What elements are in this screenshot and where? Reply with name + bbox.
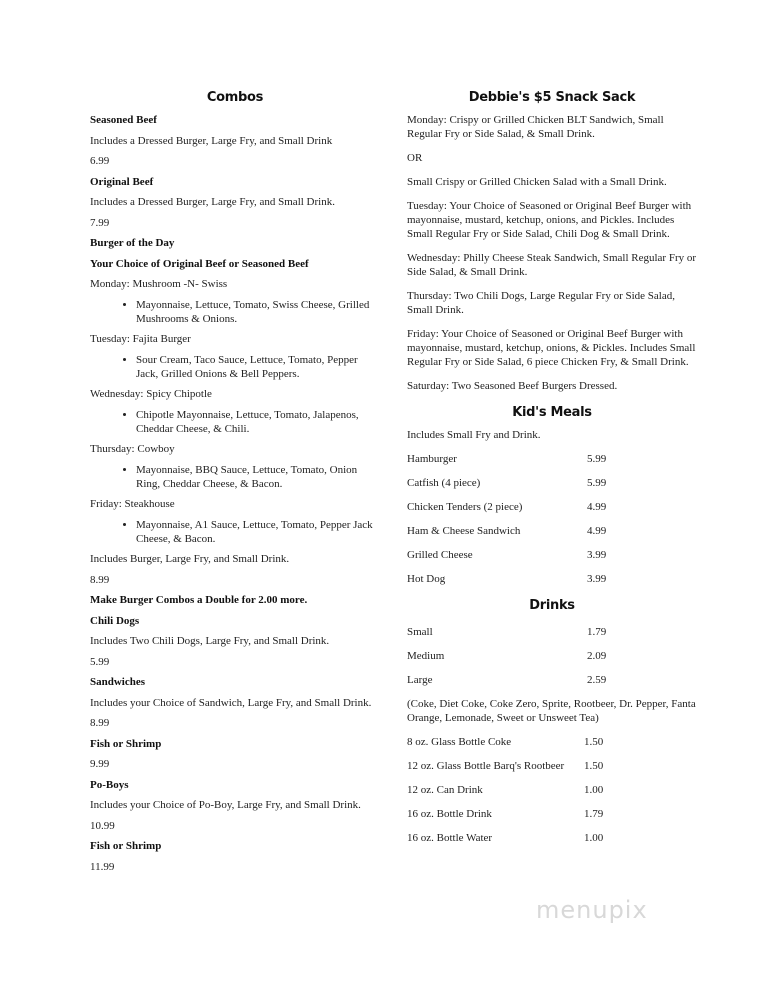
drinks-heading: Drinks [529,598,575,613]
row-name: Small [407,626,433,638]
item-price: 7.99 [90,216,110,229]
row-price: 4.99 [587,525,607,537]
item-name: Po-Boys [90,778,129,791]
menu-row [407,735,697,759]
item-name: Sandwiches [90,676,146,688]
item-name: Original Beef [90,175,154,188]
snack-sack-line: OR [407,152,423,164]
row-name: Hot Dog [407,573,446,585]
menu-row [407,500,697,524]
toppings: • Chipotle Mayonnaise, Lettuce, Tomato, Jalapenos, Cheddar Cheese, & Chili. [136,408,380,436]
item-name: Seasoned Beef [90,114,157,126]
menu-row [407,649,697,673]
drinks-note: (Coke, Diet Coke, Coke Zero, Sprite, Rootbeer, Dr. Pepper, Fanta Orange, Lemonade, Sweet or Unsweet Tea) [407,698,696,724]
row-name: Chicken Tenders (2 piece) [407,501,523,513]
double-note: Make Burger Combos a Double for 2.00 more. [90,594,308,606]
row-price: 3.99 [587,573,607,585]
row-price: 4.99 [587,501,607,513]
row-price: 1.00 [584,832,604,844]
snack-sack-line: Friday: Your Choice of Seasoned or Original Beef Burger with mayonnaise, mustard, ketchup, onions, & Pickles. Includes Small Regular Fry or Side Salad, 6 piece Chicken Fry, & Small Drink. [407,328,696,368]
row-price: 1.79 [587,626,607,638]
row-price: 1.00 [584,784,604,796]
row-name: 16 oz. Bottle Drink [407,808,492,820]
item-desc: Includes your Choice of Sandwich, Large Fry, and Small Drink. [90,696,372,709]
row-name: 16 oz. Bottle Water [407,832,493,844]
row-price: 5.99 [587,477,607,489]
snack-sack-list [407,113,697,393]
menu-row [407,673,697,697]
menu-row [407,524,697,548]
combos-heading: Combos [206,90,264,105]
menu-row [407,572,697,596]
row-price: 2.09 [587,650,607,662]
kids-meals-list [407,452,697,596]
menu-row [407,548,697,572]
day-label: Tuesday: Fajita Burger [90,333,191,345]
item-price: 6.99 [90,155,110,167]
snack-sack-line: Tuesday: Your Choice of Seasoned or Original Beef Burger with mayonnaise, mustard, ketchup, onions, and Pickles. Includes Small Regular Fry or Side Salad, Chili Dog & Small Drink. [407,200,692,240]
bottled-drinks-list [407,735,697,855]
day-label: Monday: Mushroom -N- Swiss [90,278,228,290]
row-name: 8 oz. Glass Bottle Coke [407,736,512,748]
day-label: Thursday: Cowboy [90,443,175,455]
row-name: Large [407,674,433,686]
right-column [407,90,697,855]
snack-sack-line: Saturday: Two Seasoned Beef Burgers Dressed. [407,380,618,392]
item-desc: Includes Two Chili Dogs, Large Fry, and Small Drink. [90,635,330,647]
row-price: 5.99 [587,453,607,465]
menu-row [407,807,697,831]
menupix-watermark: menupix [536,896,648,924]
row-price: 3.99 [587,549,607,561]
item-price: 11.99 [90,860,115,873]
item-price: 8.99 [90,717,110,729]
item-name: Fish or Shrimp [90,737,162,750]
menu-row [407,783,697,807]
snack-sack-line: Small Crispy or Grilled Chicken Salad with a Small Drink. [407,176,667,188]
toppings: • Mayonnaise, BBQ Sauce, Lettuce, Tomato, Onion Ring, Cheddar Cheese, & Bacon. [136,463,380,491]
row-price: 2.59 [587,674,607,686]
snack-sack-line: Wednesday: Philly Cheese Steak Sandwich, Small Regular Fry or Side Salad, & Small Drink. [407,252,697,278]
snack-sack-line: Monday: Crispy or Grilled Chicken BLT Sandwich, Small Regular Fry or Side Salad, & Small Drink. [407,114,664,140]
item-name: Fish or Shrimp [90,840,162,852]
item-price: 9.99 [90,758,110,770]
row-name: Catfish (4 piece) [407,477,481,489]
toppings: • Sour Cream, Taco Sauce, Lettuce, Tomato, Pepper Jack, Grilled Onions & Bell Peppers. [136,353,380,381]
row-name: Ham & Cheese Sandwich [407,525,521,537]
snack-sack-line: Thursday: Two Chili Dogs, Large Regular Fry or Side Salad, Small Drink. [407,290,675,316]
menu-row [407,831,697,855]
row-name: Grilled Cheese [407,549,473,561]
menu-row [407,625,697,649]
row-name: Hamburger [407,453,457,465]
toppings: • Mayonnaise, A1 Sauce, Lettuce, Tomato, Pepper Jack Cheese, & Bacon. [136,518,380,546]
item-price: 8.99 [90,573,110,586]
row-name: 12 oz. Glass Bottle Barq's Rootbeer [407,760,565,772]
item-desc: Includes a Dressed Burger, Large Fry, and Small Drink [90,134,333,147]
toppings: • Mayonnaise, Lettuce, Tomato, Swiss Cheese, Grilled Mushrooms & Onions. [136,298,380,326]
row-name: 12 oz. Can Drink [407,784,483,796]
item-subtitle: Your Choice of Original Beef or Seasoned Beef [90,257,309,270]
item-name: Burger of the Day [90,237,175,249]
menu-row [407,759,697,783]
day-label: Wednesday: Spicy Chipotle [90,388,212,400]
row-name: Medium [407,650,445,662]
snack-sack-heading: Debbie's $5 Snack Sack [468,90,636,105]
drink-sizes-list [407,625,697,697]
item-name: Chili Dogs [90,614,140,627]
menu-row [407,476,697,500]
item-desc: Includes your Choice of Po-Boy, Large Fry, and Small Drink. [90,799,361,811]
item-price: 10.99 [90,819,115,832]
item-price: 5.99 [90,655,110,668]
row-price: 1.79 [584,808,604,820]
kids-note: Includes Small Fry and Drink. [407,429,541,441]
combos-section [90,90,380,880]
menu-row [407,452,697,476]
item-desc: Includes Burger, Large Fry, and Small Drink. [90,553,290,565]
row-price: 1.50 [584,736,604,748]
day-label: Friday: Steakhouse [90,498,175,510]
row-price: 1.50 [584,760,604,772]
kids-meals-heading: Kid's Meals [512,405,592,420]
item-desc: Includes a Dressed Burger, Large Fry, and Small Drink. [90,196,335,208]
